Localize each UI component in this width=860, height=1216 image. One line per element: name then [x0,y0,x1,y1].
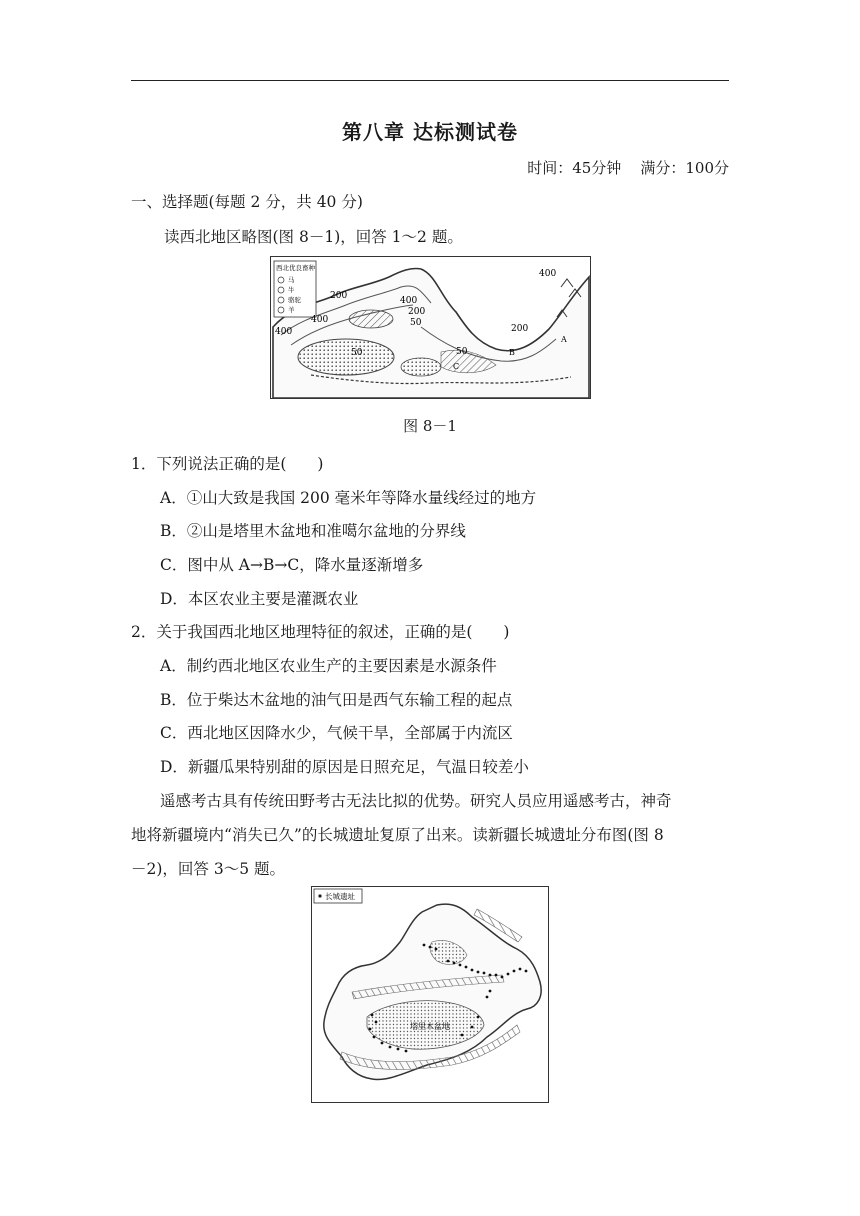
point-label-a: A [561,335,567,344]
contour-label: 400 [400,296,418,306]
figure1-caption: 图 8－1 [403,417,457,435]
point-label-c: C [453,362,460,371]
contour-label: 50 [351,348,363,358]
basin-label: 塔里木盆地 [410,1022,450,1031]
legend-great-wall: 长城遗址 [325,892,355,901]
northwest-map-graphic [271,257,590,398]
intro-text-1: 读西北地区略图(图 8－1)，回答 1～2 题。 [164,228,463,246]
passage-line-3: －2)，回答 3～5 题。 [131,860,285,878]
question-2-option-d: D．新疆瓜果特别甜的原因是日照充足，气温日较差小 [160,758,529,776]
question-1-option-c: C．图中从 A→B→C，降水量逐渐增多 [160,556,424,574]
top-rule [131,80,729,81]
legend-item-cattle: 牛 [288,286,295,294]
question-1-option-d: D．本区农业主要是灌溉农业 [160,590,359,608]
question-2-option-b: B．位于柴达木盆地的油气田是西气东输工程的起点 [160,691,513,709]
page-title: 第八章 达标测试卷 [342,120,518,144]
contour-label: 50 [410,318,422,328]
point-label-b: B [509,348,515,357]
xinjiang-map-graphic [312,887,548,1102]
contour-label: 400 [275,327,293,337]
question-2-stem: 2．关于我国西北地区地理特征的叙述，正确的是( ) [131,623,510,641]
passage-line-2: 地将新疆境内“消失已久”的长城遗址复原了出来。读新疆长城遗址分布图(图 8 [131,826,664,844]
passage-line-1: 遥感考古具有传统田野考古无法比拟的优势。研究人员应用遥感考古，神奇 [160,792,672,810]
contour-label: 50 [456,347,468,357]
question-1-option-a: A．①山大致是我国 200 毫米年等降水量线经过的地方 [160,489,537,507]
question-2-option-c: C．西北地区因降水少，气候干旱，全部属于内流区 [160,724,513,742]
figure-xinjiang-greatwall-map [311,886,549,1103]
legend-item-camel: 骆驼 [288,296,301,304]
exam-meta: 时间：45分钟 满分：100分 [527,159,729,177]
contour-label: 200 [408,307,426,317]
section-heading: 一、选择题(每题 2 分，共 40 分) [131,193,363,211]
question-2-option-a: A．制约西北地区农业生产的主要因素是水源条件 [160,657,497,675]
question-1-stem: 1．下列说法正确的是( ) [131,455,324,473]
legend-title: 西北优良畜种 [276,264,315,272]
question-1-option-b: B．②山是塔里木盆地和准噶尔盆地的分界线 [160,522,466,540]
contour-label: 400 [539,269,557,279]
contour-label: 400 [311,315,329,325]
figure-northwest-map [270,256,591,399]
legend-item-horse: 马 [288,276,295,284]
legend-item-sheep: 羊 [288,306,295,314]
contour-label: 200 [330,291,348,301]
contour-label: 200 [511,324,529,334]
